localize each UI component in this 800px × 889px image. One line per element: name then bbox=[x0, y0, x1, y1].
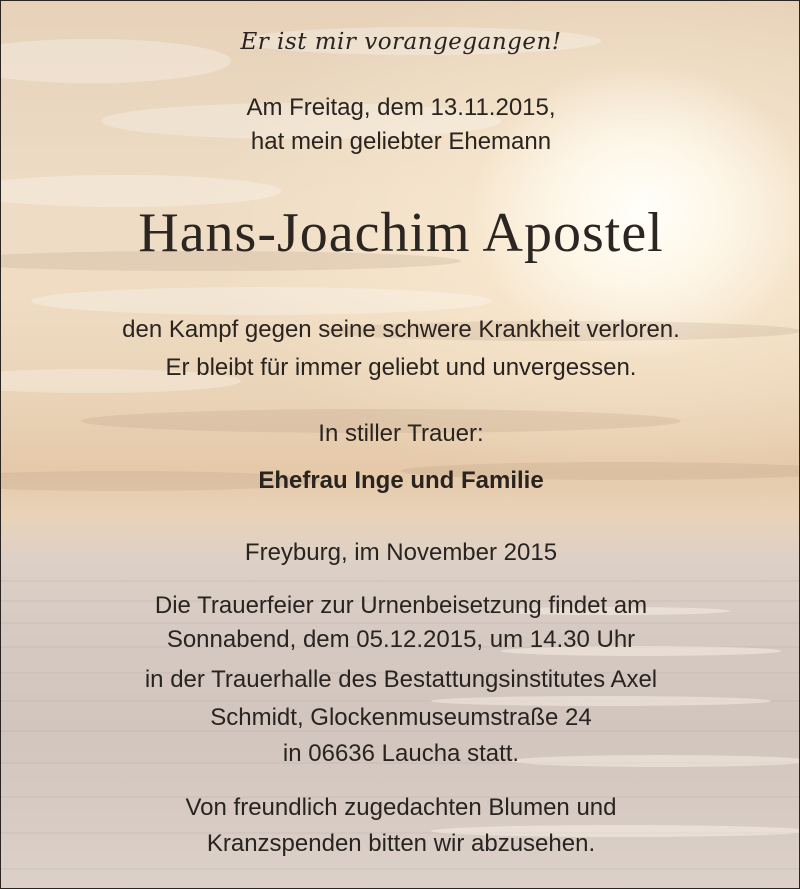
funeral-info-line-2: Sonnabend, dem 05.12.2015, um 14.30 Uhr bbox=[166, 626, 636, 653]
mourners: Ehefrau Inge und Familie bbox=[258, 467, 544, 494]
message-line-2: Er bleibt für immer geliebt und unvergessen. bbox=[165, 354, 637, 381]
closing-line-1: Von freundlich zugedachten Blumen und bbox=[185, 794, 617, 821]
closing-line-2: Kranzspenden bitten wir abzusehen. bbox=[206, 830, 596, 857]
mourning-label: In stiller Trauer: bbox=[318, 420, 484, 447]
deceased-name: Hans-Joachim Apostel bbox=[138, 202, 664, 264]
motto: Er ist mir vorangegangen! bbox=[240, 29, 562, 55]
funeral-info-line-1: Die Trauerfeier zur Urnenbeisetzung findet am bbox=[154, 592, 648, 619]
funeral-info-line-4: Schmidt, Glockenmuseumstraße 24 bbox=[210, 704, 592, 731]
intro-line-2: hat mein geliebter Ehemann bbox=[250, 128, 552, 155]
funeral-info-line-3: in der Trauerhalle des Bestattungsinstitutes Axel bbox=[144, 666, 658, 693]
place-date: Freyburg, im November 2015 bbox=[244, 539, 558, 566]
intro-line-1: Am Freitag, dem 13.11.2015, bbox=[246, 94, 556, 121]
message-line-1: den Kampf gegen seine schwere Krankheit verloren. bbox=[122, 316, 680, 343]
funeral-info-line-5: in 06636 Laucha statt. bbox=[282, 740, 520, 767]
